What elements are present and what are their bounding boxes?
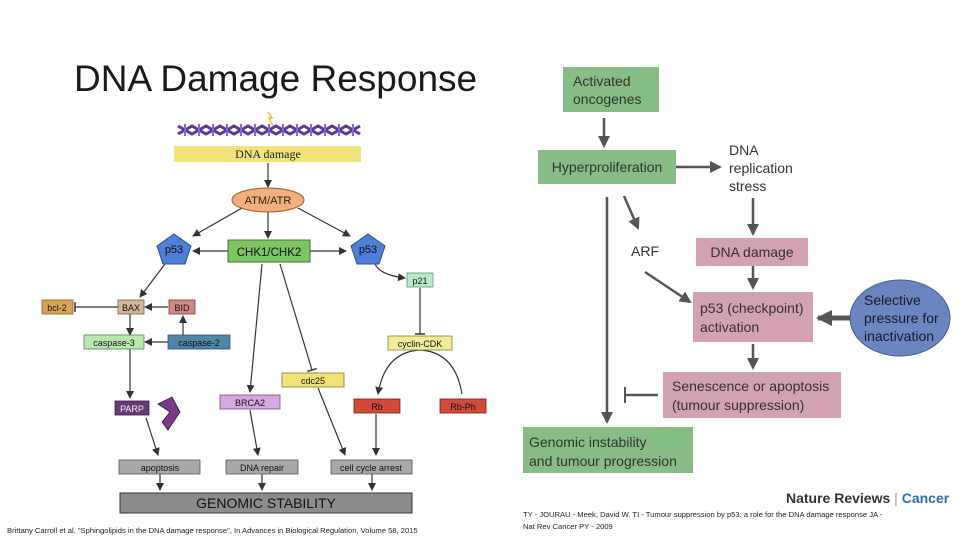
bcl2-label: bcl-2 [47, 303, 67, 313]
hyperproliferation-label: Hyperproliferation [551, 159, 663, 175]
dna-damage-label: DNA damage [235, 147, 301, 161]
caspase2-label: caspase-2 [178, 338, 220, 348]
cyclin-cdk-label: cyclin-CDK [397, 339, 443, 349]
genomic-instability-line1: Genomic instability [529, 434, 647, 450]
right-citation-line2: Nat Rev Cancer PY - 2009 [523, 522, 613, 531]
right-citation-line1: TY - JOURAU - Meek, David W. TI - Tumour suppression by p53: a role for the DNA damage response JA - [523, 510, 883, 519]
brca2-label: BRCA2 [234, 398, 266, 408]
cdc25-label: cdc25 [300, 376, 326, 386]
publisher-name: Nature Reviews [786, 490, 891, 506]
dna-rep-stress-line1: DNA [729, 142, 759, 158]
parp-cleaved-icon [158, 397, 180, 430]
atm-atr-label: ATM/ATR [244, 195, 292, 207]
dna-damage-right-label: DNA damage [710, 244, 794, 260]
publisher-journal: Cancer [901, 490, 950, 506]
p53-right-label: p53 [358, 244, 378, 256]
rb-ph-label: Rb-Ph [450, 402, 476, 412]
slide-title: DNA Damage Response [74, 58, 478, 99]
cell-cycle-arrest-label: cell cycle arrest [339, 463, 403, 473]
parp-label: PARP [120, 404, 144, 414]
bid-label: BID [174, 303, 190, 313]
apoptosis-label: apoptosis [140, 463, 180, 473]
dna-repair-label: DNA repair [239, 463, 285, 473]
p21-label: p21 [412, 276, 428, 286]
p53-left-label: p53 [164, 244, 184, 256]
publisher-logo [786, 490, 949, 506]
bax-label: BAX [121, 303, 141, 313]
genomic-stability-label: GENOMIC STABILITY [196, 495, 336, 511]
selective-line1: Selective [864, 292, 921, 308]
caspase3-label: caspase-3 [93, 338, 135, 348]
dna-helix-icon [178, 124, 360, 136]
genomic-instability-line2: and tumour progression [529, 453, 677, 469]
p53-checkpoint-line2: activation [700, 319, 760, 335]
selective-line2: pressure for [864, 310, 939, 326]
selective-line3: inactivation [864, 328, 935, 344]
senescence-line2: (tumour suppression) [672, 397, 805, 413]
dna-rep-stress-line3: stress [729, 178, 767, 194]
chk-label: CHK1/CHK2 [236, 247, 302, 259]
left-citation: Brittany Carroll et al. "Sphingolipids in the DNA damage response", In Advances in Biological Regulation, Volume 58, 2015 [7, 526, 418, 535]
lightning-icon [268, 112, 273, 126]
arf-label: ARF [631, 243, 659, 259]
dna-rep-stress-line2: replication [729, 160, 793, 176]
publisher-separator: | [894, 490, 898, 506]
activated-oncogenes-line1: Activated [573, 73, 631, 89]
rb-label: Rb [371, 402, 383, 412]
activated-oncogenes-line2: oncogenes [573, 91, 642, 107]
senescence-line1: Senescence or apoptosis [672, 378, 830, 394]
p53-checkpoint-line1: p53 (checkpoint) [700, 300, 804, 316]
